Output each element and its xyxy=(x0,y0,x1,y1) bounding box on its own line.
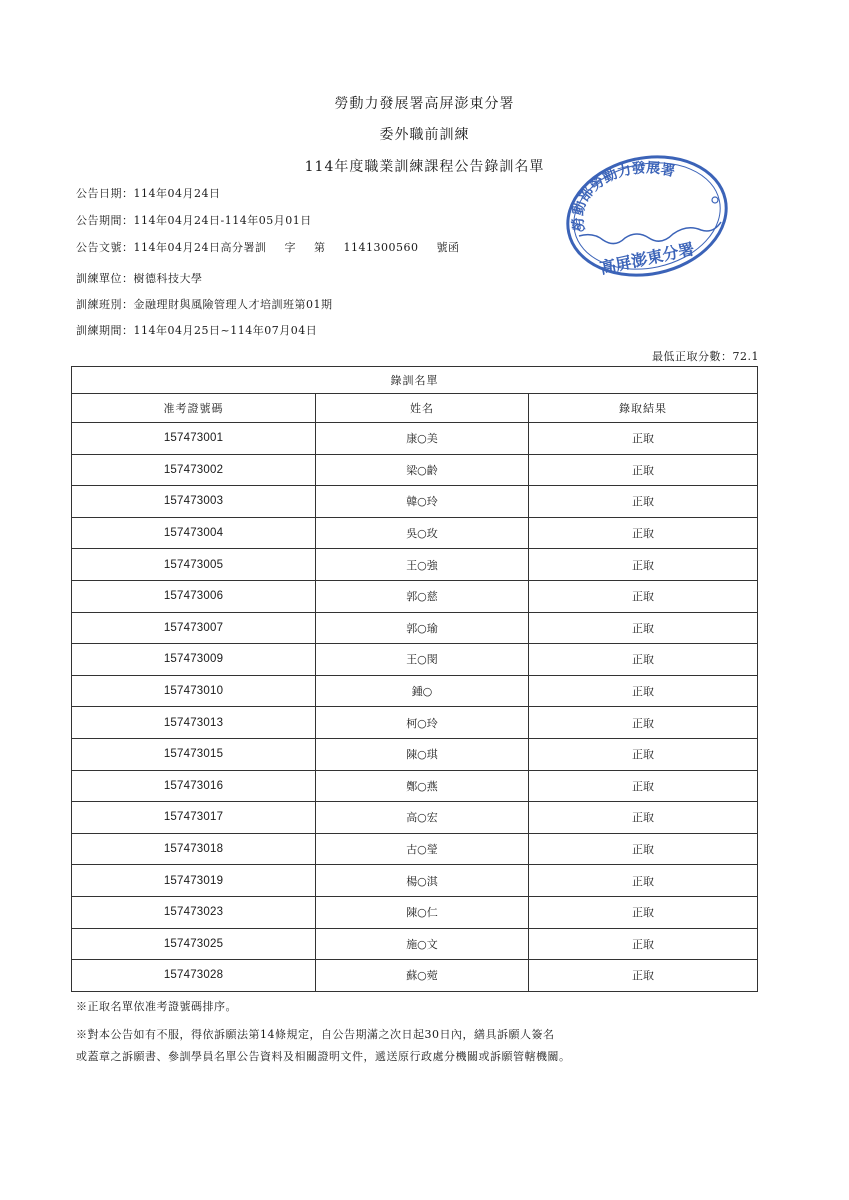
name-cell: 康○美 xyxy=(316,423,529,455)
name-cell: 郭○慈 xyxy=(316,580,529,612)
doc-ref-prefix: 公告文號：114年04月24日高分署訓 xyxy=(76,241,267,254)
table-row xyxy=(72,580,758,612)
table-row xyxy=(72,612,758,644)
doc-ref-number: 1141300560 xyxy=(343,241,419,254)
name-cell: 鍾○ xyxy=(316,675,529,707)
exam-number-cell: 157473007 xyxy=(72,612,316,644)
result-cell: 正取 xyxy=(529,486,758,518)
table-row xyxy=(72,770,758,802)
table-row xyxy=(72,675,758,707)
exam-number-cell: 157473016 xyxy=(72,770,316,802)
doc-ref-di: 第 xyxy=(314,241,326,254)
name-cell: 陳○琪 xyxy=(316,738,529,770)
exam-number-cell: 157473009 xyxy=(72,644,316,676)
table-row xyxy=(72,644,758,676)
document-reference xyxy=(76,239,460,255)
name-cell: 柯○玲 xyxy=(316,707,529,739)
result-cell: 正取 xyxy=(529,549,758,581)
table-row xyxy=(72,802,758,834)
name-cell: 鄭○燕 xyxy=(316,770,529,802)
result-cell: 正取 xyxy=(529,644,758,676)
result-cell: 正取 xyxy=(529,580,758,612)
exam-number-cell: 157473010 xyxy=(72,675,316,707)
program-title: 委外職前訓練 xyxy=(379,127,470,143)
name-cell: 古○瑩 xyxy=(316,833,529,865)
exam-number-cell: 157473028 xyxy=(72,960,316,992)
doc-ref-suffix: 號函 xyxy=(436,241,460,254)
table-row xyxy=(72,707,758,739)
name-cell: 施○文 xyxy=(316,928,529,960)
name-cell: 高○宏 xyxy=(316,802,529,834)
result-cell: 正取 xyxy=(529,865,758,897)
result-cell: 正取 xyxy=(529,675,758,707)
result-cell: 正取 xyxy=(529,612,758,644)
exam-number-cell: 157473013 xyxy=(72,707,316,739)
result-cell: 正取 xyxy=(529,517,758,549)
exam-number-cell: 157473015 xyxy=(72,738,316,770)
table-row xyxy=(72,549,758,581)
table-row xyxy=(72,833,758,865)
exam-number-cell: 157473003 xyxy=(72,486,316,518)
result-cell: 正取 xyxy=(529,896,758,928)
name-cell: 王○強 xyxy=(316,549,529,581)
table-row xyxy=(72,865,758,897)
result-cell: 正取 xyxy=(529,707,758,739)
appeal-note-line-1: ※對本公告如有不服，得依訴願法第14條規定，自公告期滿之次日起30日內，繕具訴願人簽名 xyxy=(76,1028,555,1041)
result-cell: 正取 xyxy=(529,770,758,802)
table-row xyxy=(72,486,758,518)
sort-note: ※正取名單依准考證號碼排序。 xyxy=(76,1000,237,1013)
table-row xyxy=(72,928,758,960)
document-title: 114年度職業訓練課程公告錄訓名單 xyxy=(304,159,545,175)
table-row xyxy=(72,960,758,992)
exam-number-cell: 157473023 xyxy=(72,896,316,928)
class-name: 訓練班別：金融理財與風險管理人才培訓班第01期 xyxy=(76,298,333,311)
name-cell: 吳○玫 xyxy=(316,517,529,549)
result-cell: 正取 xyxy=(529,928,758,960)
table-row xyxy=(72,738,758,770)
exam-number-cell: 157473017 xyxy=(72,802,316,834)
name-cell: 楊○淇 xyxy=(316,865,529,897)
name-cell: 陳○仁 xyxy=(316,896,529,928)
header-exam-number: 准考證號碼 xyxy=(72,394,316,423)
name-cell: 蘇○菀 xyxy=(316,960,529,992)
name-cell: 王○閔 xyxy=(316,644,529,676)
exam-number-cell: 157473019 xyxy=(72,865,316,897)
exam-number-cell: 157473001 xyxy=(72,423,316,455)
name-cell: 梁○齡 xyxy=(316,454,529,486)
official-seal-stamp xyxy=(563,150,731,278)
doc-ref-zi: 字 xyxy=(284,241,296,254)
seal-text-bottom: 高屏澎東分署 xyxy=(598,239,697,278)
exam-number-cell: 157473025 xyxy=(72,928,316,960)
exam-number-cell: 157473004 xyxy=(72,517,316,549)
announce-date: 公告日期：114年04月24日 xyxy=(76,187,221,200)
name-cell: 郭○瑜 xyxy=(316,612,529,644)
exam-number-cell: 157473018 xyxy=(72,833,316,865)
admission-list-table xyxy=(71,366,758,992)
table-row xyxy=(72,517,758,549)
result-cell: 正取 xyxy=(529,454,758,486)
result-cell: 正取 xyxy=(529,802,758,834)
name-cell: 韓○玲 xyxy=(316,486,529,518)
table-row xyxy=(72,896,758,928)
table-caption: 錄訓名單 xyxy=(72,367,758,394)
table-row xyxy=(72,454,758,486)
result-cell: 正取 xyxy=(529,423,758,455)
minimum-score: 最低正取分數：72.1 xyxy=(652,350,759,363)
header-name: 姓名 xyxy=(316,394,529,423)
header-result: 錄取結果 xyxy=(529,394,758,423)
exam-number-cell: 157473002 xyxy=(72,454,316,486)
training-unit: 訓練單位：樹德科技大學 xyxy=(76,272,203,285)
exam-number-cell: 157473005 xyxy=(72,549,316,581)
result-cell: 正取 xyxy=(529,738,758,770)
seal-text-top: 勞動部勞動力發展署 xyxy=(570,160,677,233)
agency-title: 勞動力發展署高屏澎東分署 xyxy=(334,96,515,112)
exam-number-cell: 157473006 xyxy=(72,580,316,612)
training-period: 訓練期間：114年04月25日~114年07月04日 xyxy=(76,324,318,337)
result-cell: 正取 xyxy=(529,960,758,992)
appeal-note-line-2: 或蓋章之訴願書、參訓學員名單公告資料及相關證明文件，遞送原行政處分機關或訴願管轄機關。 xyxy=(76,1050,571,1063)
announce-period: 公告期間：114年04月24日-114年05月01日 xyxy=(76,214,312,227)
table-row xyxy=(72,423,758,455)
result-cell: 正取 xyxy=(529,833,758,865)
